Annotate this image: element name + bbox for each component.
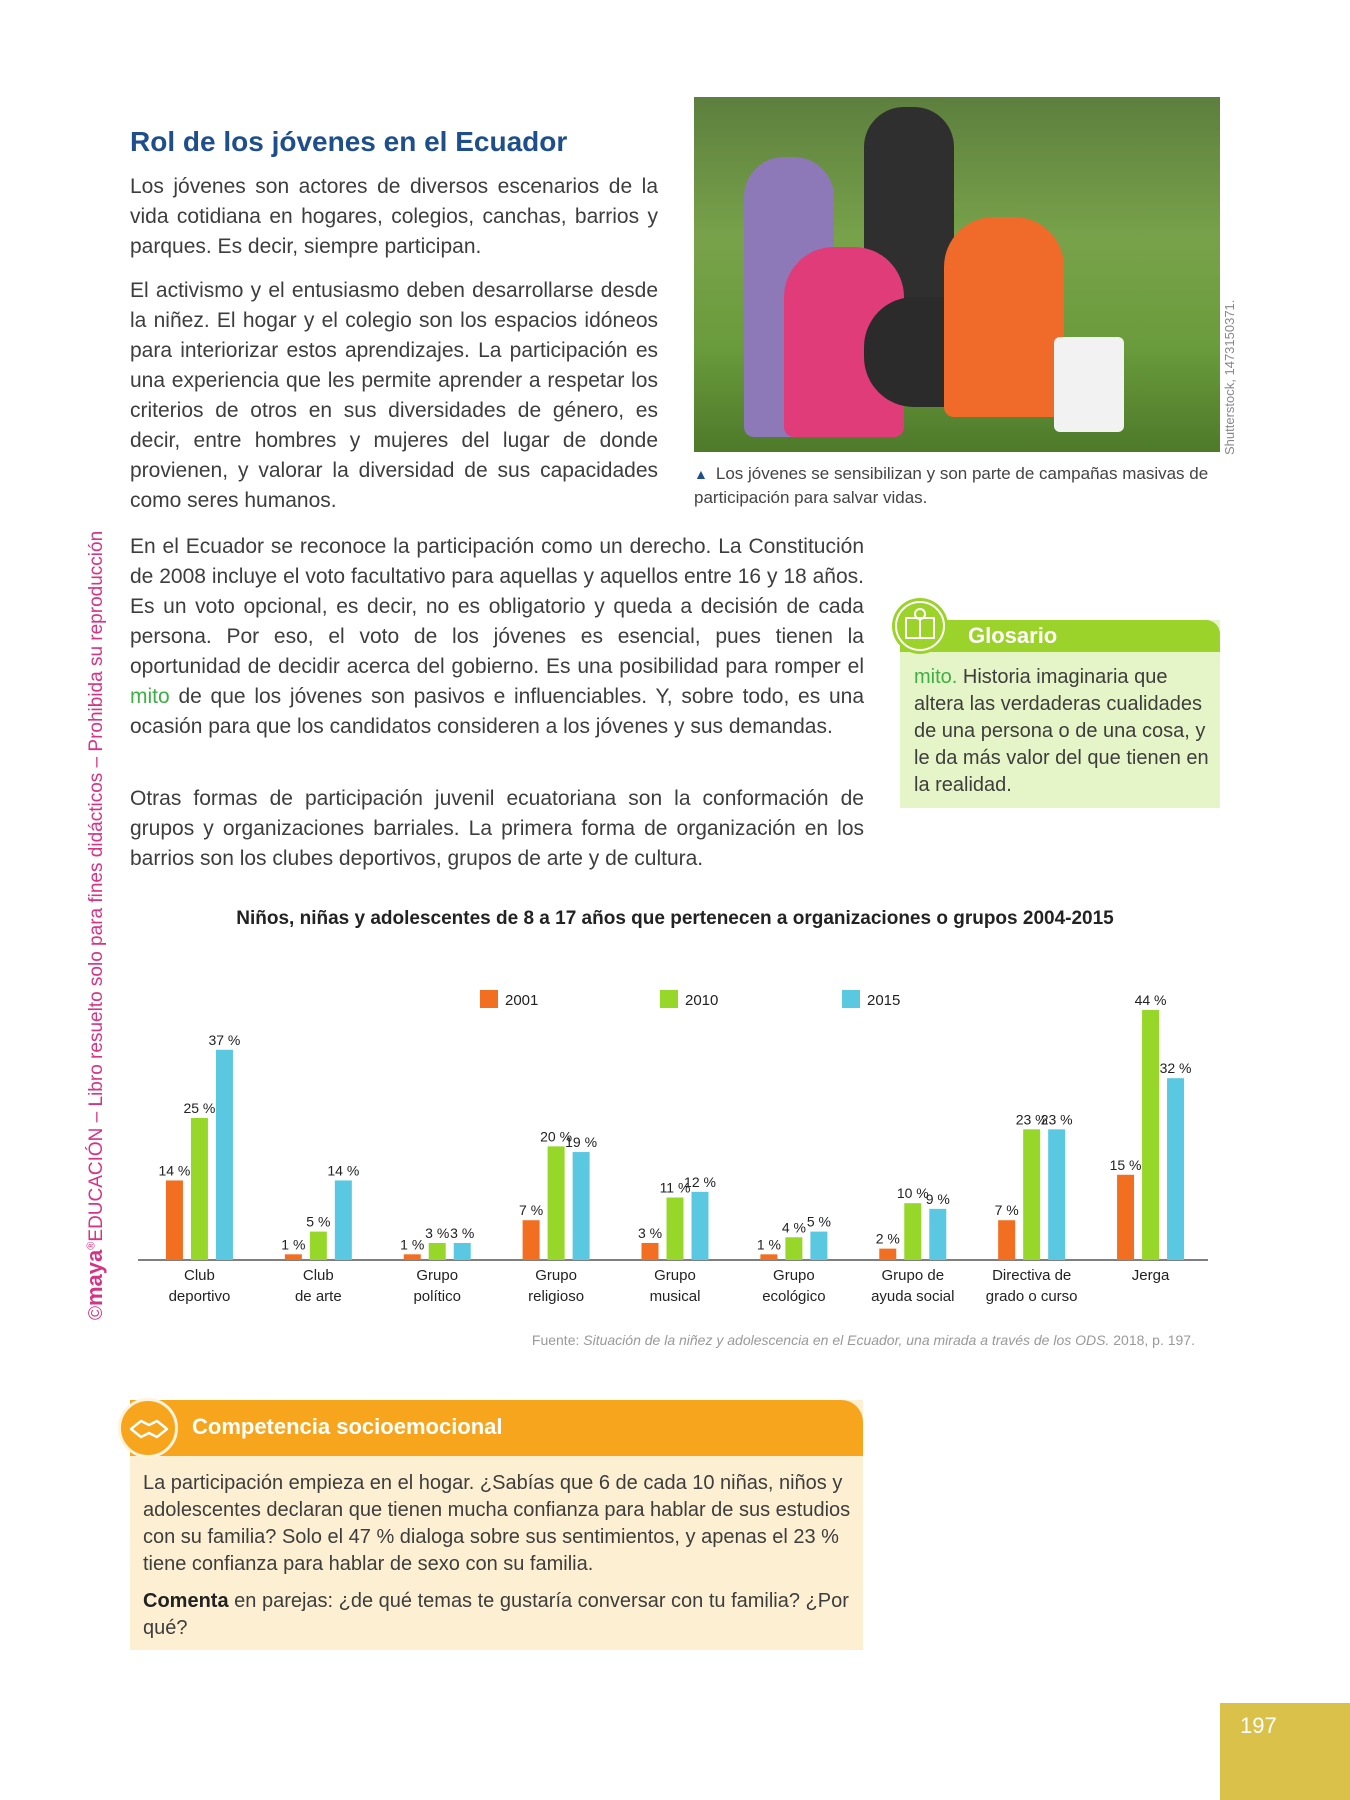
data-label: 12 % [684,1173,716,1190]
data-label: 3 % [450,1224,475,1241]
paragraph-1: Los jóvenes son actores de diversos escenarios de la vida cotidiana en hogares, colegios, canchas, barrios y parques. Es decir, siempre participan. [130,175,658,258]
photo-caption [694,462,1224,509]
paragraph-2: El activismo y el entusiasmo deben desarrollarse desde la niñez. El hogar y el colegio son los espacios idóneos para interiorizar estos aprendizajes. La participación es una experiencia que les permite aprender a respetar los criterios de otros en sus diversidades de género, es decir, entre hombres y mujeres del lugar de donde provienen, y valorar la diversidad de sus capacidades como seres humanos. [130,279,658,512]
page-number-tab [1220,1703,1350,1800]
glossary-definition: Historia imaginaria que altera las verdaderas cualidades de una persona o de una cosa, y le da más valor del que tienen en la realidad. [914,666,1209,796]
bar [1167,1078,1184,1260]
data-label: 3 % [637,1224,663,1241]
caption-text: Los jóvenes se sensibilizan y son parte de campañas masivas de participación para salvar vidas. [694,464,1209,507]
bar [454,1243,471,1260]
data-label: 15 % [1109,1156,1142,1173]
category-label: ecológico [762,1288,826,1305]
bar [310,1232,327,1260]
competencia-prompt [143,1588,858,1642]
category-label: ayuda social [871,1288,955,1305]
bar [285,1254,302,1260]
glossary-entry [914,664,1214,799]
category-label: Grupo de [881,1267,945,1284]
data-label: 7 % [519,1202,544,1219]
bar [642,1243,659,1260]
side-text-rest: EDUCACIÓN – Libro resuelto solo para fines didácticos – Prohibida su reproducción [86,530,107,1242]
bar [191,1118,208,1260]
data-label: 3 % [425,1224,450,1241]
category-label: Grupo [416,1267,459,1284]
data-label: 1 % [400,1236,425,1253]
brand-name: maya [82,1249,107,1306]
data-label: 14 % [327,1162,360,1179]
page-number: 197 [1240,1713,1277,1738]
glossary-title: Glosario [968,623,1058,648]
data-label: 1 % [281,1236,306,1253]
book-icon [892,598,948,654]
paragraph-4: Otras formas de participación juvenil ecuatoriana son la conformación de grupos y organizaciones barriales. La primera forma de organización en los barrios son los clubes deportivos, grupos de arte y de cultura. [130,787,864,870]
glossary-term: mito. [914,666,958,688]
bar [429,1243,446,1260]
source-rest: 2018, p. 197. [1113,1332,1195,1348]
comenta-text: en parejas: ¿de qué temas te gustaría conversar con tu familia? ¿Por qué? [143,1590,849,1639]
bar [810,1232,827,1260]
source-citation: Situación de la niñez y adolescencia en el Ecuador, una mirada a través de los ODS. [583,1332,1110,1348]
data-label: 11 % [659,1179,691,1196]
category-label: Club [302,1267,334,1284]
data-label: 23 % [1015,1111,1048,1128]
bar [667,1198,684,1261]
category-label: religioso [528,1288,585,1305]
data-label: 4 % [781,1219,806,1236]
data-label: 2 % [875,1230,900,1247]
legend-swatch [842,990,860,1008]
bar [335,1180,352,1260]
category-label: Jerga [1131,1267,1170,1284]
bar [760,1254,777,1260]
data-label: 32 % [1159,1060,1192,1077]
bar [998,1220,1015,1260]
registered-symbol: ® [85,1241,98,1250]
competencia-title: Competencia socioemocional [192,1414,503,1439]
bar [879,1249,896,1260]
chart-title: Niños, niñas y adolescentes de 8 a 17 años que pertenecen a organizaciones o grupos 2004-2015 [236,908,1114,929]
category-label: deportivo [168,1288,231,1305]
category-label: musical [649,1288,701,1305]
competencia-text: La participación empieza en el hogar. ¿Sabías que 6 de cada 10 niñas, niños y adolescentes declaran que tienen mucha confianza para hablar de sus estudios con su familia? Solo el 47 % dialoga sobre sus sentimientos, y apenas el 23 % tiene confianza para hablar de sexo con su familia. [143,1472,851,1575]
bar [904,1203,921,1260]
copyright-symbol: © [86,1306,107,1320]
data-label: 19 % [565,1134,598,1151]
bar [404,1254,421,1260]
bar [1023,1129,1040,1260]
data-label: 1 % [756,1236,781,1253]
category-label: de arte [294,1288,342,1305]
bar [692,1192,709,1260]
bar [573,1152,590,1260]
category-label: grado o curso [985,1288,1078,1305]
data-label: 10 % [896,1185,929,1202]
data-label: 5 % [806,1213,831,1230]
bar [1142,1010,1159,1260]
caption-triangle-icon: ▲ [694,466,708,482]
paragraph-3 [130,532,864,742]
data-label: 7 % [994,1202,1019,1219]
data-label: 5 % [306,1213,331,1230]
data-label: 23 % [1040,1111,1073,1128]
data-label: 37 % [208,1031,241,1048]
bar [166,1180,183,1260]
source-label: Fuente: [531,1332,580,1348]
bar-chart [130,975,1220,1315]
category-label: Grupo [535,1267,577,1284]
photo-credit: Shutterstock, 1473150371. [1222,299,1237,455]
data-label: 20 % [540,1128,573,1145]
legend-label: 2001 [505,992,539,1009]
data-label: 9 % [925,1190,950,1207]
data-label: 44 % [1134,992,1167,1008]
bar [1048,1129,1065,1260]
category-label: Grupo [773,1267,815,1284]
paragraph-3-before: En el Ecuador se reconoce la participación como un derecho. La Constitución de 2008 incluye el voto facultativo para aquellas y aquellos entre 16 y 18 años. Es un voto opcional, es decir, no es obligatorio y queda a decisión de cada persona. Por eso, el voto de los jóvenes es esencial, pues tienen la oportunidad de decidir acerca del gobierno. Es una posibilidad para romper el [130,535,864,678]
data-label: 14 % [158,1162,191,1179]
bar [216,1050,233,1260]
category-label: Grupo [654,1267,696,1284]
bar [785,1237,802,1260]
legend-swatch [480,990,498,1008]
bar [929,1209,946,1260]
data-label: 25 % [183,1099,216,1116]
legend-label: 2010 [685,992,719,1009]
handshake-icon [118,1398,178,1458]
bar [1117,1175,1134,1260]
youth-campaign-photo [694,97,1220,452]
side-copyright-text [82,480,108,1320]
glossary-box [900,620,1220,808]
chart-source [500,1332,1195,1348]
legend-swatch [660,990,678,1008]
section-title: Rol de los jóvenes en el Ecuador [130,126,568,157]
glossary-link-mito[interactable]: mito [130,685,170,708]
comenta-label: Comenta [143,1590,229,1612]
category-label: Directiva de [992,1267,1072,1284]
competencia-box [130,1400,863,1650]
category-label: Club [184,1267,215,1284]
legend-label: 2015 [867,992,901,1009]
glossary-header [900,620,1220,652]
bar [523,1220,540,1260]
paragraph-3-after: de que los jóvenes son pasivos e influenciables. Y, sobre todo, es una ocasión para que los candidatos consideren a los jóvenes y sus demandas. [130,685,864,738]
category-label: político [413,1288,461,1305]
bar [548,1146,565,1260]
